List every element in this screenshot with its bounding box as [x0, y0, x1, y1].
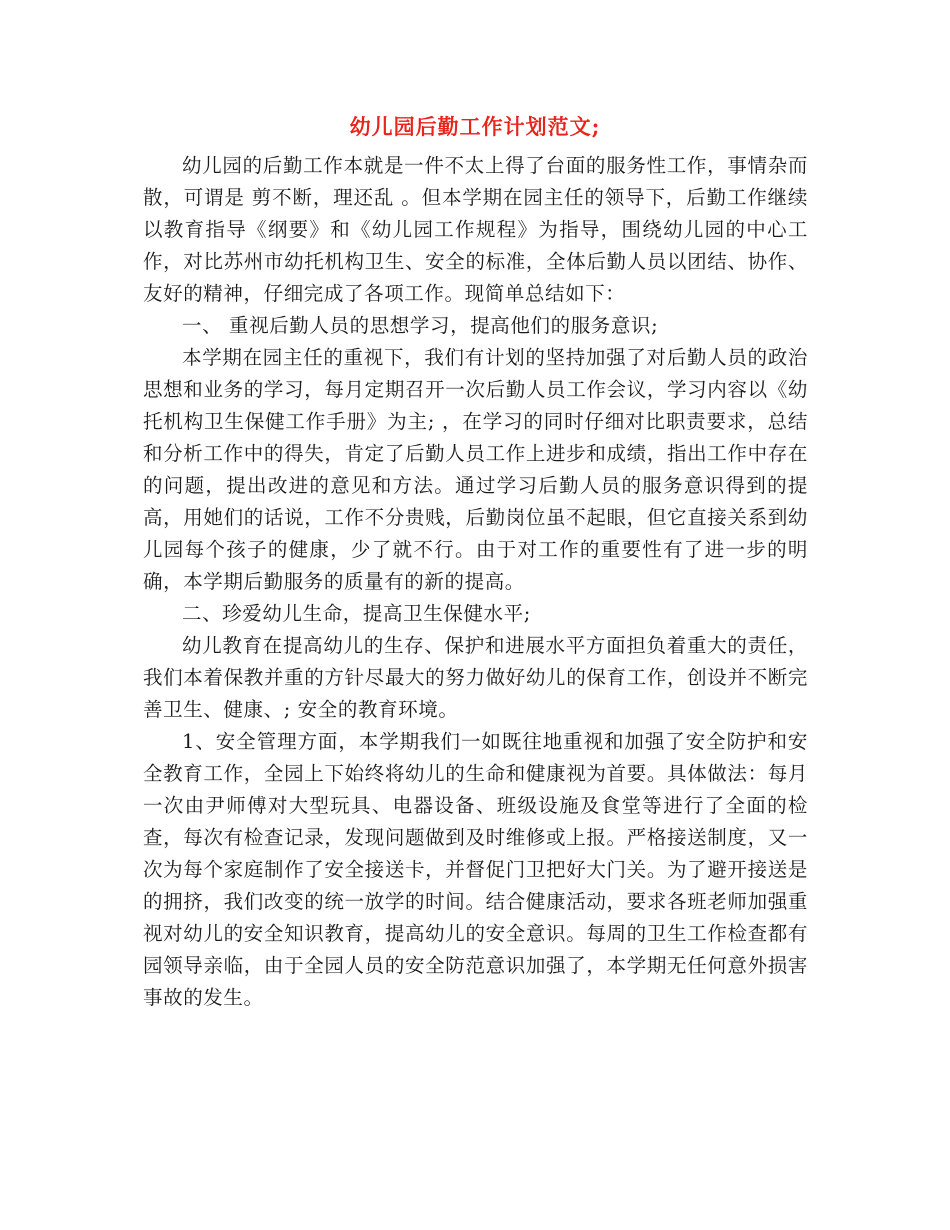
document-body — [143, 150, 808, 1014]
document-title: 幼儿园后勤工作计划范文; — [349, 114, 601, 139]
paragraph-section-2: 幼儿教育在提高幼儿的生存、保护和进展水平方面担负着重大的责任，我们本着保教并重的方针尽最大的努力做好幼儿的保育工作，创设并不断完善卫生、健康、; 安全的教育环境。 — [143, 634, 808, 721]
section-heading-1: 一、 重视后勤人员的思想学习，提高他们的服务意识; — [182, 314, 659, 337]
paragraph-safety-management: 1、安全管理方面，本学期我们一如既往地重视和加强了安全防护和安全教育工作，全园上下始终将幼儿的生命和健康视为首要。具体做法：每月一次由尹师傅对大型玩具、电器设备、班级设施及食堂等进行了全面的检查，每次有检查记录，发现问题做到及时维修或上报。严格接送制度，又一次为每个家庭制作了安全接送卡，并督促门卫把好大门关。为了避开接送是的拥挤，我们改变的统一放学的时间。结合健康活动，要求各班老师加强重视对幼儿的安全知识教育，提高幼儿的安全意识。每周的卫生工作检查都有园领导亲临，由于全园人员的安全防范意识加强了，本学期无任何意外损害事故的发生。 — [143, 730, 808, 1009]
paragraph-section-1: 本学期在园主任的重视下，我们有计划的坚持加强了对后勤人员的政治思想和业务的学习，每月定期召开一次后勤人员工作会议，学习内容以《幼托机构卫生保健工作手册》为主; ，在学习的同时仔细对比职责要求，总结和分析工作中的得失，肯定了后勤人员工作上进步和成绩，指出工作中存在的问题，提出改进的意见和方法。通过学习后勤人员的服务意识得到的提高，用她们的话说，工作不分贵贱，后勤岗位虽不起眼，但它直接关系到幼儿园每个孩子的健康，少了就不行。由于对工作的重要性有了进一步的明确，本学期后勤服务的质量有的新的提高。 — [143, 346, 808, 593]
section-heading-2: 二、珍爱幼儿生命，提高卫生保健水平; — [182, 602, 531, 625]
paragraph-intro: 幼儿园的后勤工作本就是一件不太上得了台面的服务性工作，事情杂而散，可谓是 剪不断，理还乱 。但本学期在园主任的领导下，后勤工作继续以教育指导《纲要》和《幼儿园工作规程》为指导，围绕幼儿园的中心工作，对比苏州市幼托机构卫生、安全的标准，全体后勤人员以团结、协作、友好的精神，仔细完成了各项工作。现简单总结如下： — [143, 154, 808, 305]
